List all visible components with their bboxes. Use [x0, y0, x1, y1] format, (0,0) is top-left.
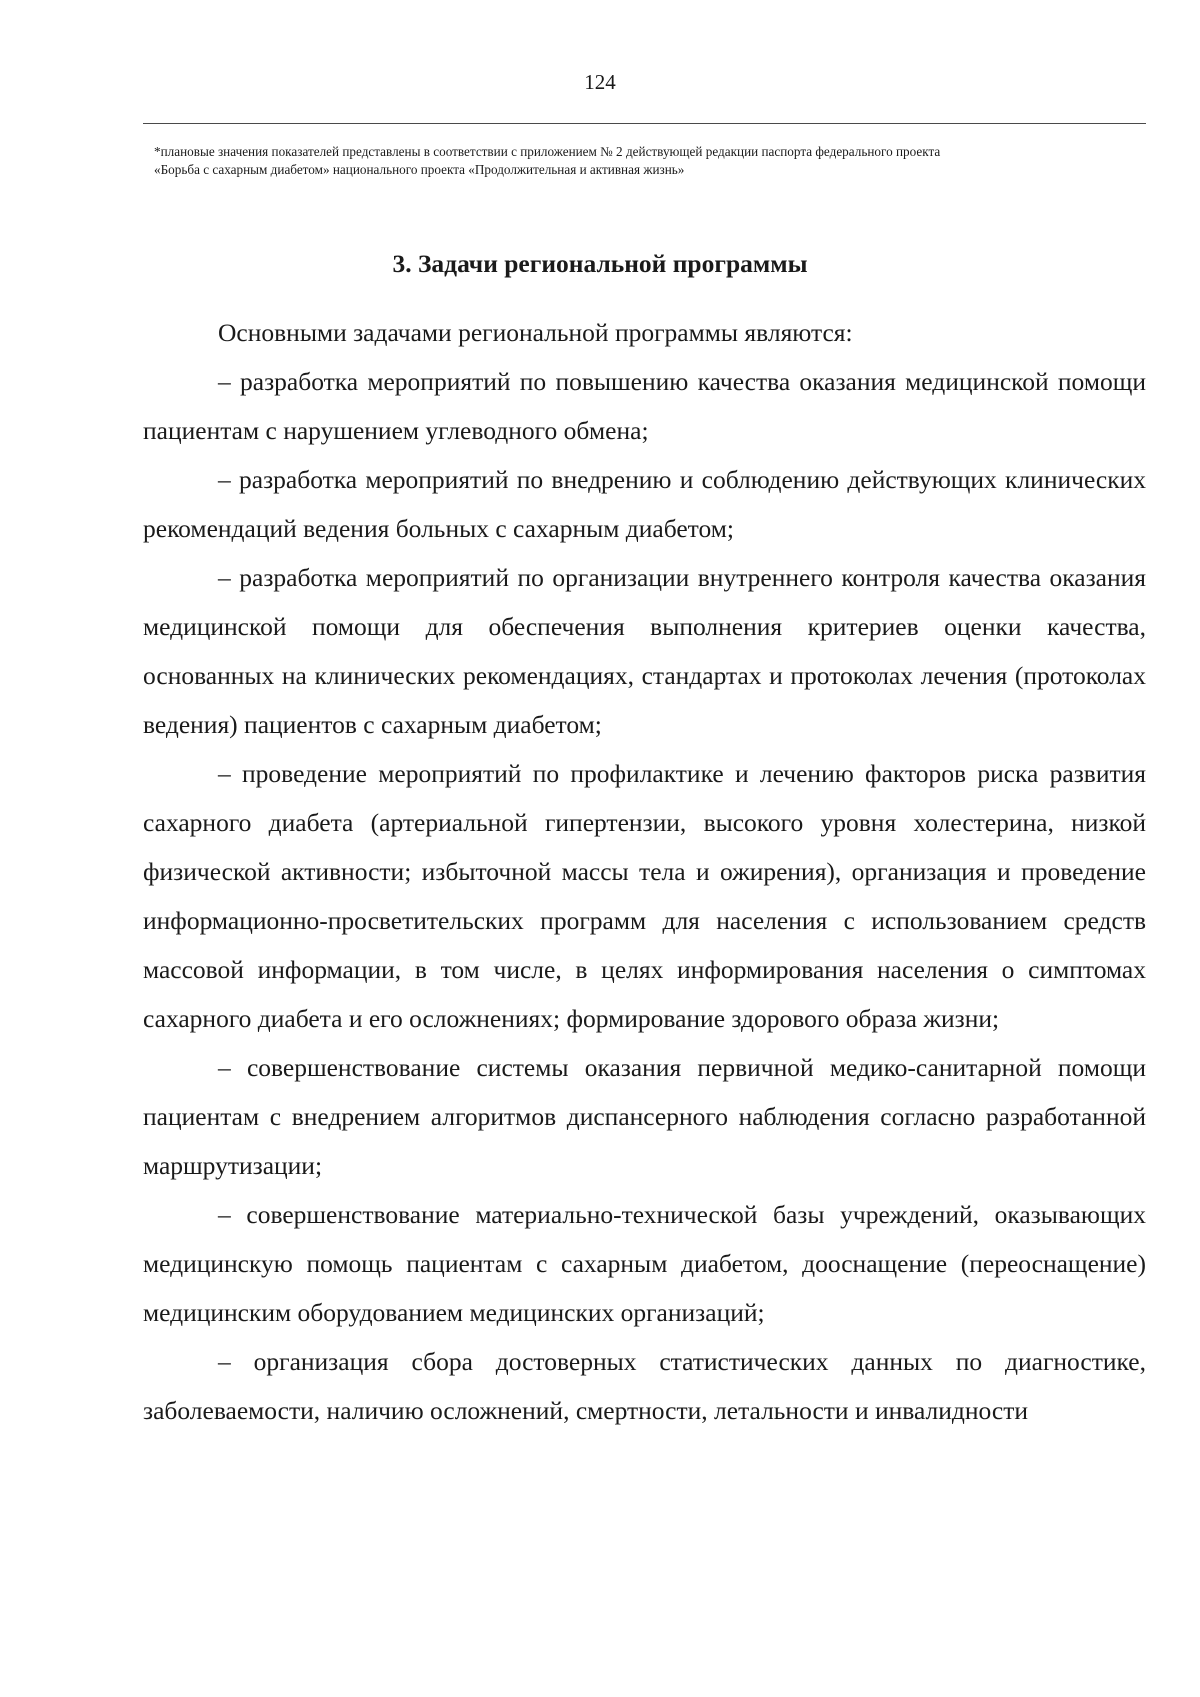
section-title: 3. Задачи региональной программы	[392, 249, 808, 278]
task-item: – организация сбора достоверных статистических данных по диагностике, заболеваемости, наличию осложнений, смертности, летальности и инвалидности	[143, 1347, 1146, 1425]
header-divider	[143, 123, 1146, 124]
task-item: – совершенствование материально-технической базы учреждений, оказывающих медицинскую помощь пациентам с сахарным диабетом, дооснащение (переоснащение) медицинским оборудованием медицинских организаций;	[143, 1200, 1146, 1327]
footnote-line: «Борьба с сахарным диабетом» национального проекта «Продолжительная и активная жизнь»	[154, 162, 685, 177]
task-item: – разработка мероприятий по повышению качества оказания медицинской помощи пациентам с нарушением углеводного обмена;	[143, 367, 1146, 445]
page-number: 124	[584, 70, 616, 94]
task-item: – проведение мероприятий по профилактике и лечению факторов риска развития сахарного диабета (артериальной гипертензии, высокого уровня холестерина, низкой физической активности; избыточной массы тела и ожирения), организация и проведение информационно-просветительских программ для населения с использованием средств массовой информации, в том числе, в целях информирования населения о симптомах сахарного диабета и его осложнениях; формирование здорового образа жизни;	[143, 759, 1146, 1033]
body-text	[143, 308, 1146, 1435]
footnote-line: *плановые значения показателей представлены в соответствии с приложением № 2 действующей редакции паспорта федерального проекта	[154, 144, 941, 159]
task-item: – совершенствование системы оказания первичной медико-санитарной помощи пациентам с внедрением алгоритмов диспансерного наблюдения согласно разработанной маршрутизации;	[143, 1053, 1146, 1180]
footnote	[154, 143, 1144, 179]
intro-paragraph: Основными задачами региональной программы являются:	[218, 318, 853, 347]
task-item: – разработка мероприятий по организации внутреннего контроля качества оказания медицинской помощи для обеспечения выполнения критериев оценки качества, основанных на клинических рекомендациях, стандартах и протоколах лечения (протоколах ведения) пациентов с сахарным диабетом;	[143, 563, 1146, 739]
task-item: – разработка мероприятий по внедрению и соблюдению действующих клинических рекомендаций ведения больных с сахарным диабетом;	[143, 465, 1146, 543]
